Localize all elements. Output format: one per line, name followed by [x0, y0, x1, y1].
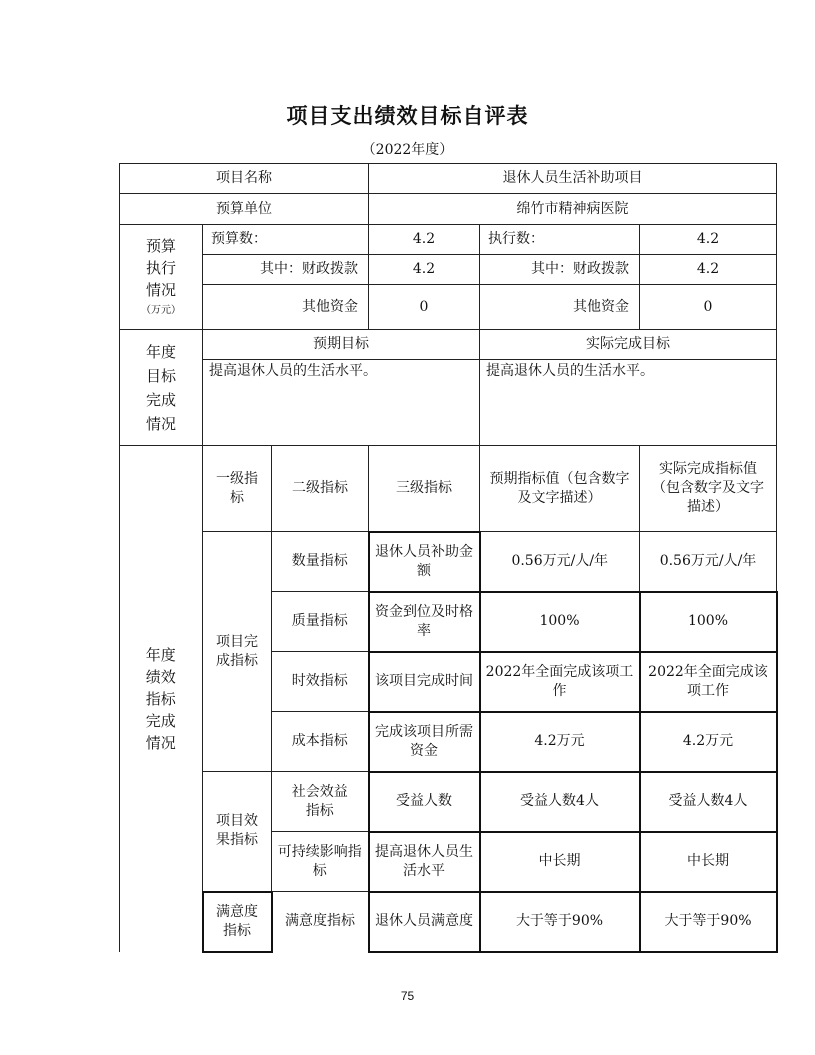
- exec-label: 执行数：: [480, 225, 640, 255]
- group-completion-label: 项目完成指标: [203, 532, 272, 772]
- expected-value-cell: 100%: [480, 592, 640, 652]
- budget-label: 预算数：: [203, 225, 369, 255]
- level2-cell: 满意度指标: [272, 892, 369, 952]
- goal-section-label: 年度目标完成情况: [120, 330, 203, 446]
- level3-cell: 退休人员满意度: [369, 892, 480, 952]
- budget-section-label: 预算执行情况 （万元）: [120, 225, 203, 330]
- level3-cell: 该项目完成时间: [369, 652, 480, 712]
- budget-unit-note: （万元）: [141, 304, 181, 316]
- project-name-label: 项目名称: [120, 164, 369, 194]
- actual-goal-text: 提高退休人员的生活水平。: [480, 360, 777, 446]
- unit-row: [120, 194, 777, 225]
- exec-value: 4.2: [640, 225, 777, 255]
- level3-cell: 提高退休人员生活水平: [369, 832, 480, 892]
- level2-cell: 社会效益指标: [272, 772, 369, 832]
- budget-value: 4.2: [369, 225, 480, 255]
- level2-header: 二级指标: [272, 446, 369, 532]
- expected-value-cell: 2022年全面完成该项工作: [480, 652, 640, 712]
- actual-value-header: 实际完成指标值（包含数字及文字描述）: [640, 446, 777, 532]
- actual-value-cell: 0.56万元/人/年: [640, 532, 777, 592]
- expected-goal-text: 提高退休人员的生活水平。: [203, 360, 480, 446]
- level1-header: 一级指标: [203, 446, 272, 532]
- level3-cell: 退休人员补助金额: [369, 532, 480, 592]
- actual-value-cell: 100%: [640, 592, 777, 652]
- level3-cell: 资金到位及时格率: [369, 592, 480, 652]
- performance-section-label: 年度绩效指标完成情况: [120, 446, 203, 952]
- fiscal-label: 其中：财政拨款: [203, 255, 369, 285]
- goal-header-row: [120, 330, 777, 360]
- expected-value-cell: 0.56万元/人/年: [480, 532, 640, 592]
- expected-value-header: 预期指标值（包含数字及文字描述）: [480, 446, 640, 532]
- actual-goal-header: 实际完成目标: [480, 330, 777, 360]
- fiscal-exec-label: 其中：财政拨款: [480, 255, 640, 285]
- level2-cell: 可持续影响指标: [272, 832, 369, 892]
- indicator-row: [120, 532, 777, 592]
- goal-text-row: [120, 360, 777, 446]
- other-funds-budget-value: 0: [369, 285, 480, 330]
- actual-value-cell: 中长期: [640, 832, 777, 892]
- group-effect-label: 项目效果指标: [203, 772, 272, 892]
- fiscal-exec-value: 4.2: [640, 255, 777, 285]
- expected-value-cell: 4.2万元: [480, 712, 640, 772]
- level3-cell: 完成该项目所需资金: [369, 712, 480, 772]
- actual-value-cell: 大于等于90%: [640, 892, 777, 952]
- expected-goal-header: 预期目标: [203, 330, 480, 360]
- indicator-row: [120, 772, 777, 832]
- project-name-value: 退休人员生活补助项目: [369, 164, 777, 194]
- level2-cell: 成本指标: [272, 712, 369, 772]
- project-name-row: [120, 164, 777, 194]
- group-satisfaction-label: 满意度指标: [203, 892, 272, 952]
- unit-label: 预算单位: [120, 194, 369, 225]
- expected-value-cell: 中长期: [480, 832, 640, 892]
- actual-value-cell: 4.2万元: [640, 712, 777, 772]
- level3-header: 三级指标: [369, 446, 480, 532]
- evaluation-table: [119, 163, 778, 953]
- level3-cell: 受益人数: [369, 772, 480, 832]
- budget-row: [120, 225, 777, 255]
- year-subtitle: （2022年度）: [361, 142, 454, 158]
- expected-value-cell: 大于等于90%: [480, 892, 640, 952]
- other-funds-exec-value: 0: [640, 285, 777, 330]
- other-funds-exec-label: 其他资金: [480, 285, 640, 330]
- actual-value-cell: 2022年全面完成该项工作: [640, 652, 777, 712]
- page-number: 75: [400, 989, 415, 1003]
- fiscal-row: [120, 255, 777, 285]
- page-title: 项目支出绩效目标自评表: [286, 104, 529, 128]
- level2-cell: 时效指标: [272, 652, 369, 712]
- other-funds-label: 其他资金: [203, 285, 369, 330]
- actual-value-cell: 受益人数4人: [640, 772, 777, 832]
- other-funds-row: [120, 285, 777, 330]
- indicator-header-row: [120, 446, 777, 532]
- level2-cell: 数量指标: [272, 532, 369, 592]
- indicator-row: [120, 892, 777, 952]
- fiscal-budget-value: 4.2: [369, 255, 480, 285]
- expected-value-cell: 受益人数4人: [480, 772, 640, 832]
- level2-cell: 质量指标: [272, 592, 369, 652]
- unit-value: 绵竹市精神病医院: [369, 194, 777, 225]
